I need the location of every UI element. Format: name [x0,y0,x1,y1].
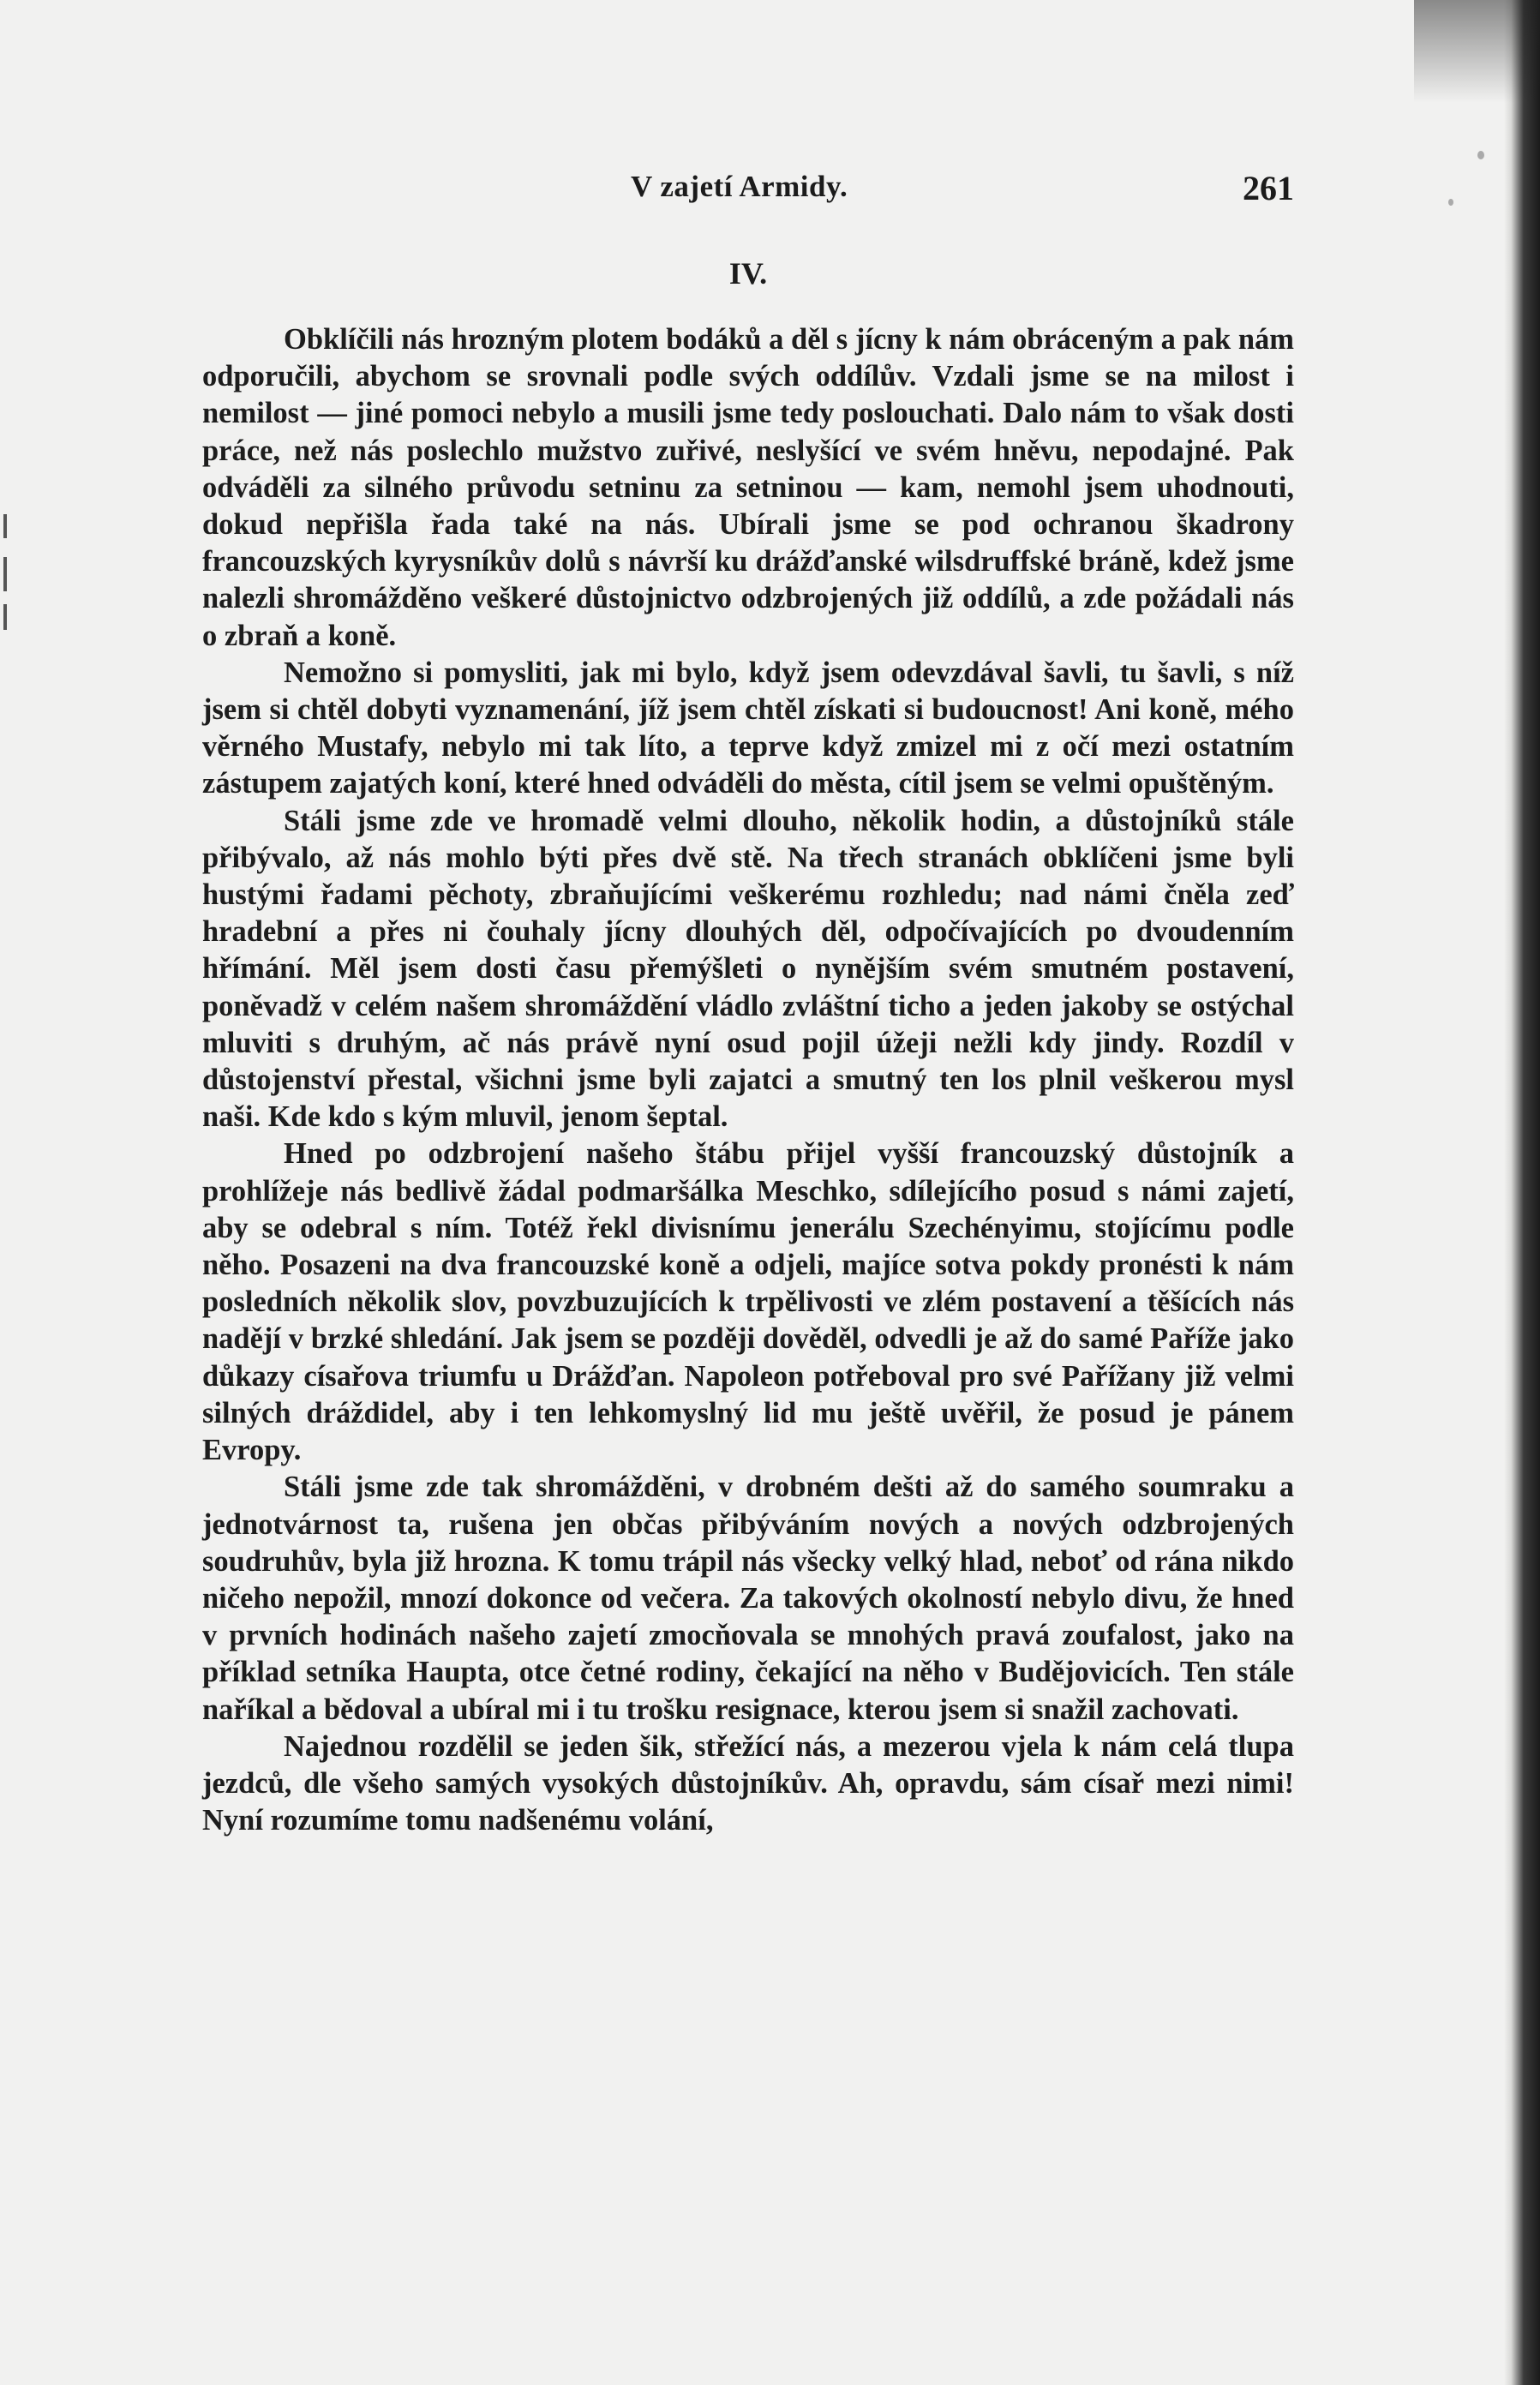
paragraph: Nemožno si pomysliti, jak mi bylo, když jsem odevzdával šavli, tu šavli, s níž jsem si chtěl dobyti vyznamenání, jíž jsem chtěl získati si budoucnost! Ani koně, mého věrného Mustafy, nebylo mi tak líto, a teprve když zmizel mi z očí mezi ostatním zástupem zajatých koní, které hned odváděli do města, cítil jsem se velmi opuštěným. [202,656,1294,800]
chapter-heading: IV. [728,256,768,291]
running-title: V zajetí Armidy. [631,170,848,203]
paragraph: Stáli jsme zde ve hromadě velmi dlouho, několik hodin, a důstojníků stále přibývalo, až nás mohlo býti přes dvě stě. Na třech stranách obklíčeni jsme byli hustými řadami pěchoty, zbraňujícími veškerému rozhledu; nad námi čněla zeď hradební a přes ni čouhaly jícny dlouhých děl, odpočívajících po dvoudenním hřímání. Měl jsem dosti času přemýšleti o nynějším svém smutném postavení, poněvadž v celém našem shromáždění vládlo zvláštní ticho a jeden jakoby se ostýchal mluviti s druhým, ač nás právě nyní osud pojil úžeji nežli kdy jindy. Rozdíl v důstojenství přestal, všichni jsme byli zajatci a smutný ten los plnil veškerou mysl naši. Kde kdo s kým mluvil, jenom šeptal. [202,804,1294,1134]
body-text [202,321,1294,1839]
paragraph: Hned po odzbrojení našeho štábu přijel vyšší francouzský důstojník a prohlížeje nás bedlivě žádal podmaršálka Meschko, sdílejícího posud s námi zajetí, aby se odebral s ním. Totéž řekl divisnímu jenerálu Szechényimu, stojícímu podle něho. Posazeni na dva francouzské koně a odjeli, majíce sotva pokdy pronésti k nám posledních několik slov, povzbuzujících k trpělivosti ve zlém postavení a těšících nás nadějí v brzké shledání. Jak jsem se později dověděl, odvedli je až do samé Paříže jako důkazy císařova triumfu u Drážďan. Napoleon potřeboval pro své Pařížany již velmi silných dráždidel, aby i ten lehkomyslný lid mu ještě uvěřil, že posud je pánem Evropy. [202,1137,1294,1467]
scan-speck [1448,199,1453,206]
scan-corner-shadow [1414,0,1540,103]
paragraph: Stáli jsme zde tak shromážděni, v drobném dešti až do samého soumraku a jednotvárnost ta, rušena jen občas přibýváním nových a nových odzbrojených soudruhův, byla již hrozna. K tomu trápil nás všecky velký hlad, neboť od rána nikdo ničeho nepožil, mnozí dokonce od večera. Za takových okolností nebylo divu, že hned v prvních hodinách našeho zajetí zmocňovala se mnohých pravá zoufalost, jako na příklad setníka Haupta, otce četné rodiny, čekající na něho v Budějovicích. Ten stále naříkal a bědoval a ubíral mi i tu trošku resignace, kterou jsem si snažil zachovati. [202,1471,1294,1726]
scan-speck [1477,151,1484,159]
page-header [202,170,1294,213]
paragraph: Obklíčili nás hrozným plotem bodáků a děl s jícny k nám obráceným a pak nám odporučili, abychom se srovnali podle svých oddílův. Vzdali jsme se na milost i nemilost — jiné pomoci nebylo a musili jsme tedy poslouchati. Dalo nám to však dosti práce, než nás poslechlo mužstvo zuřivé, neslyšící ve svém hněvu, nepodajné. Pak odváděli za silného průvodu setninu za setninou — kam, nemohl jsem uhodnouti, dokud nepřišla řada také na nás. Ubírali jsme se pod ochranou škadrony francouzských kyrysníkův dolů s návrší ku drážďanské wilsdruffské bráně, kdež jsme nalezli shromážděno veškeré důstojnictvo odzbrojených již oddílů, a zde požádali nás o zbraň a koně. [202,323,1294,652]
page-number: 261 [1243,169,1294,207]
scan-binding-marks [3,514,12,634]
paragraph: Najednou rozdělil se jeden šik, střežící nás, a mezerou vjela k nám celá tlupa jezdců, dle všeho samých vysokých důstojníkův. Ah, opravdu, sám císař mezi nimi! Nyní rozumíme tomu nadšenému volání, [202,1729,1294,1837]
scan-edge-shadow [1504,0,1540,2385]
